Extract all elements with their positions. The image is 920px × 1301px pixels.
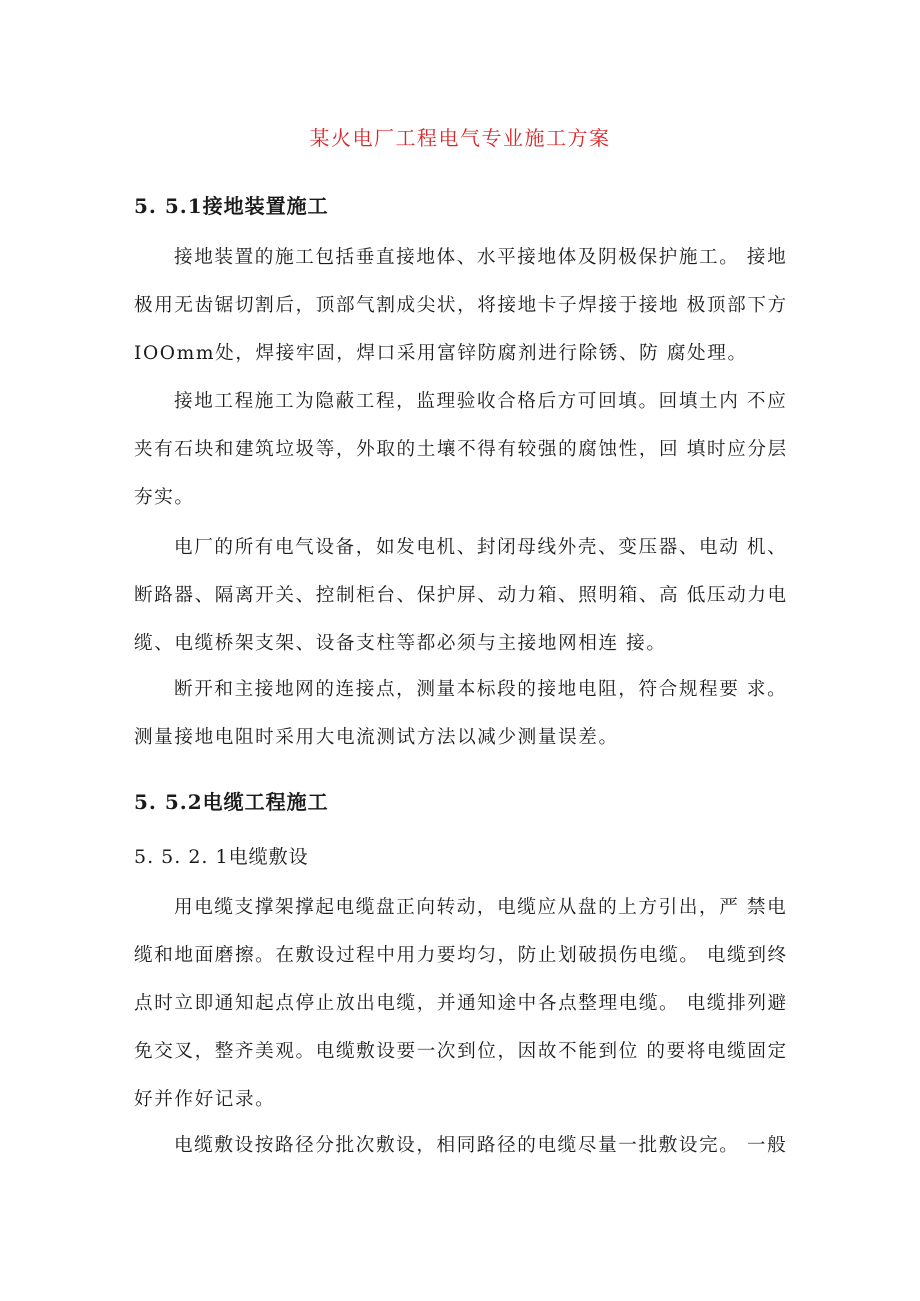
text-line: 免交叉，整齐美观。电缆敷设要一次到位，因故不能到位 的要将电缆固定 (134, 1041, 788, 1062)
paragraph-cable-batching (134, 1122, 790, 1170)
section-heading-cable-works: 5. 5.2电缆工程施工 (134, 790, 329, 814)
text-line: 接地装置的施工包括垂直接地体、水平接地体及阴极保护施工。 接地 (174, 247, 788, 268)
text-line: 点时立即通知起点停止放出电缆，并通知途中各点整理电缆。 电缆排列避 (134, 993, 788, 1014)
text-line: 断开和主接地网的连接点，测量本标段的接地电阻，符合规程要 求。 (174, 679, 788, 700)
text-line: 断路器、隔离开关、控制柜台、保护屏、动力箱、照明箱、高 低压动力电 (134, 585, 788, 606)
paragraph-equipment-grounding (134, 524, 790, 668)
paragraph-resistance-measurement (134, 666, 790, 762)
text-line: 夹有石块和建筑垃圾等，外取的土壤不得有较强的腐蚀性，回 填时应分层 (134, 439, 788, 460)
text-line: 用电缆支撑架撑起电缆盘正向转动，电缆应从盘的上方引出，严 禁电 (174, 897, 788, 918)
text-line: 夯实。 (134, 487, 195, 508)
text-line: 接地工程施工为隐蔽工程，监理验收合格后方可回填。回填土内 不应 (174, 391, 788, 412)
text-line: 极用无齿锯切割后，顶部气割成尖状，将接地卡子焊接于接地 极顶部下方 (134, 295, 788, 316)
subsection-heading-cable-laying: 5. 5. 2. 1电缆敷设 (134, 846, 309, 868)
document-title: 某火电厂工程电气专业施工方案 (309, 126, 611, 150)
text-line: 缆、电缆桥架支架、设备支柱等都必须与主接地网相连 接。 (134, 633, 667, 654)
text-line: 缆和地面磨擦。在敷设过程中用力要均匀，防止划破损伤电缆。 电缆到终 (134, 945, 788, 966)
section-heading-grounding: 5. 5.1接地装置施工 (134, 194, 329, 218)
text-line: 电厂的所有电气设备，如发电机、封闭母线外壳、变压器、电动 机、 (174, 537, 788, 558)
paragraph-concealed-works (134, 378, 790, 522)
text-line: IOOmm处，焊接牢固，焊口采用富锌防腐剂进行除锈、防 腐处理。 (134, 343, 748, 364)
paragraph-grounding-construction (134, 234, 790, 378)
text-line: 测量接地电阻时采用大电流测试方法以减少测量误差。 (134, 727, 619, 748)
paragraph-cable-laying-procedure (134, 884, 790, 1124)
text-line: 好并作好记录。 (134, 1089, 276, 1110)
text-line: 电缆敷设按路径分批次敷设，相同路径的电缆尽量一批敷设完。 一般 (174, 1135, 788, 1156)
